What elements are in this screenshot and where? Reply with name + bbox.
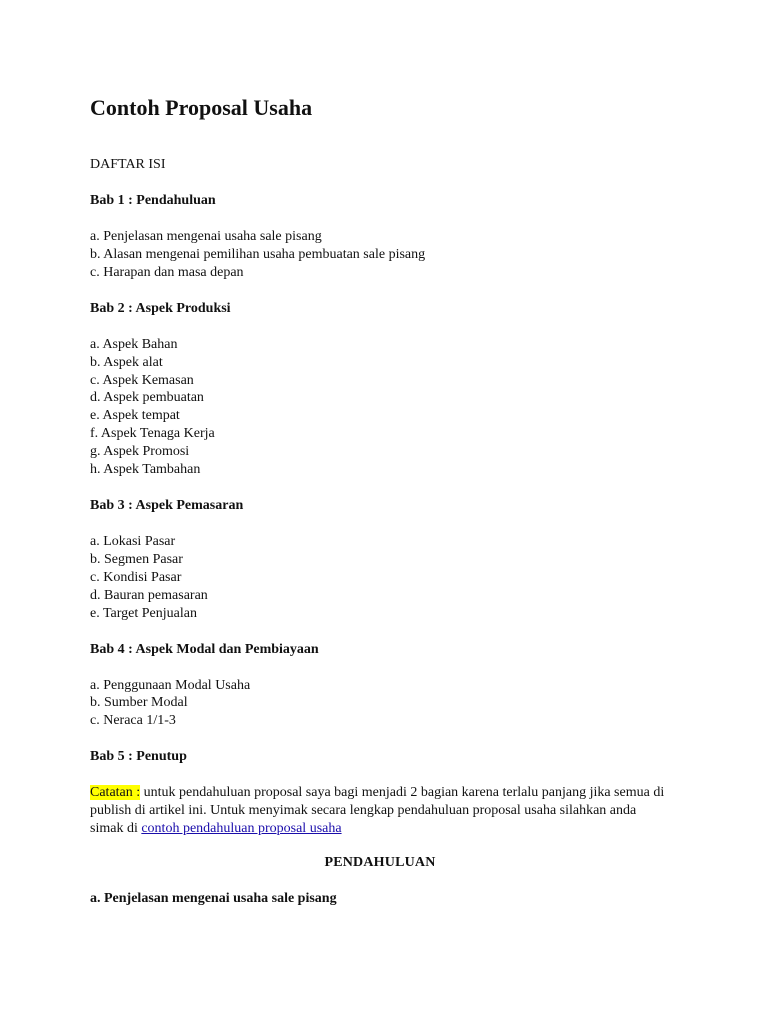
list-item: a. Aspek Bahan: [90, 336, 178, 352]
list-item: b. Sumber Modal: [90, 695, 188, 711]
chapter-item-list: [90, 677, 670, 731]
document-page: [90, 93, 670, 908]
list-item: b. Aspek alat: [90, 354, 163, 370]
list-item: a. Penjelasan mengenai usaha sale pisang: [90, 229, 322, 244]
list-item: h. Aspek Tambahan: [90, 462, 201, 478]
list-item: c. Neraca 1/1-3: [90, 713, 176, 729]
list-item: c. Aspek Kemasan: [90, 372, 194, 388]
note-text: untuk pendahuluan proposal saya bagi menjadi 2 bagian karena terlalu panjang jika semua di publish di artikel ini. Untuk menyimak secara lengkap pendahuluan proposal usaha silahkan anda simak di: [90, 785, 665, 837]
list-item: a. Penggunaan Modal Usaha: [90, 677, 251, 693]
list-item: c. Kondisi Pasar: [90, 569, 182, 585]
table-of-contents: [90, 192, 670, 766]
chapter-item-list: [90, 228, 670, 282]
toc-heading: DAFTAR ISI: [90, 157, 166, 172]
document-title: Contoh Proposal Usaha: [90, 95, 313, 120]
list-item: d. Bauran pemasaran: [90, 587, 208, 603]
section-heading: PENDAHULUAN: [324, 855, 436, 871]
list-item: e. Target Penjualan: [90, 605, 197, 621]
list-item: b. Alasan mengenai pemilihan usaha pembuatan sale pisang: [90, 246, 426, 262]
chapter-heading: Bab 3 : Aspek Pemasaran: [90, 497, 244, 513]
sub-heading: a. Penjelasan mengenai usaha sale pisang: [90, 891, 337, 907]
chapter-item-list: [90, 533, 670, 623]
note-label: Catatan :: [90, 785, 141, 801]
pendahuluan-link[interactable]: contoh pendahuluan proposal usaha: [141, 821, 342, 837]
chapter-heading: Bab 4 : Aspek Modal dan Pembiayaan: [90, 641, 319, 657]
chapter-item-list: [90, 336, 670, 479]
chapter-heading: Bab 2 : Aspek Produksi: [90, 300, 231, 316]
list-item: c. Harapan dan masa depan: [90, 264, 244, 280]
list-item: a. Lokasi Pasar: [90, 533, 176, 549]
note-paragraph: [90, 784, 670, 838]
list-item: g. Aspek Promosi: [90, 444, 190, 460]
chapter-heading: Bab 1 : Pendahuluan: [90, 193, 216, 208]
list-item: e. Aspek tempat: [90, 408, 180, 424]
list-item: b. Segmen Pasar: [90, 551, 183, 567]
list-item: d. Aspek pembuatan: [90, 390, 204, 406]
chapter-heading: Bab 5 : Penutup: [90, 749, 187, 765]
list-item: f. Aspek Tenaga Kerja: [90, 426, 215, 442]
